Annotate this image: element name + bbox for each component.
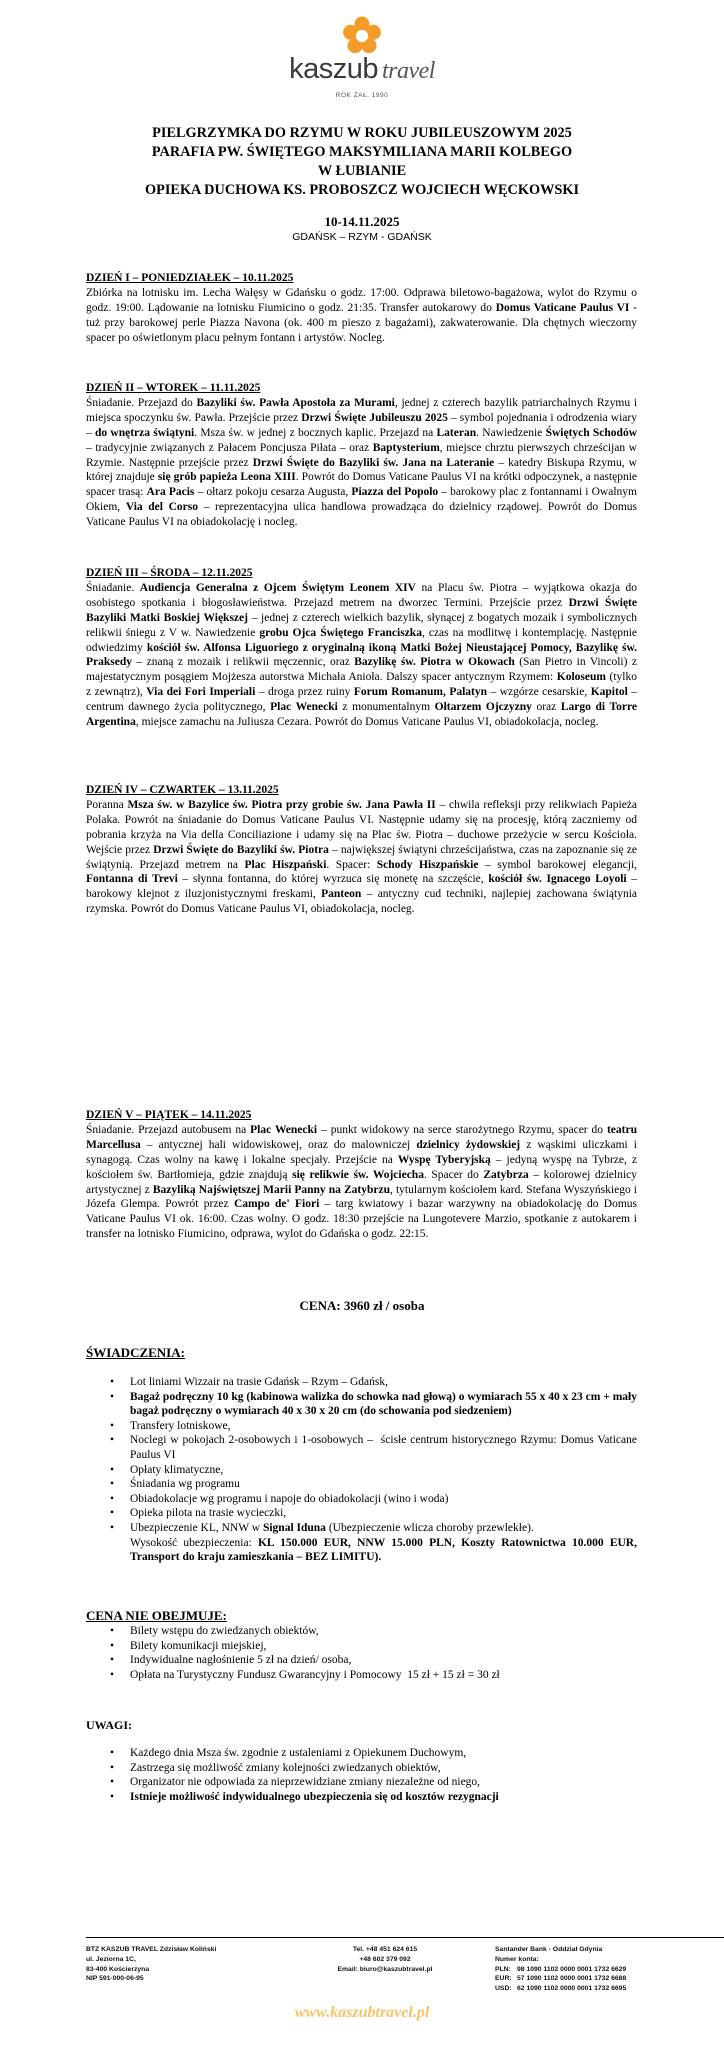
list-item: • Śniadania wg programu: [110, 1477, 637, 1492]
account-number: 62 1090 1102 0000 0001 1732 6695: [517, 1985, 627, 1993]
bank-account-row: [495, 1965, 720, 1975]
day-description: Zbiórka na lotnisku im. Lecha Wałęsy w Gdańsku o godz. 17:00. Odprawa biletowo-bagażowa, wylot do Rzymu o godz. 19:00. Lądowanie na lotnisku Fiumicino o godz. 21:35. Transfer autokarowy do Domus Vaticane Paulus VI - tuż przy barokowej perle Piazza Navona (ok. 400 m pieszo z bagażami), zakwaterowanie. Dla chętnych wieczorny spacer po oświetlonym placu pełnym fontann i artystów. Nocleg.: [86, 286, 637, 344]
list-item: • Istnieje możliwość indywidualnego ubezpieczenia się od kosztów rezygnacji: [110, 1790, 637, 1805]
company-city: 83-400 Kościerzyna: [86, 1965, 150, 1973]
company-nip: NIP 591-000-06-95: [86, 1975, 144, 1983]
day-section: [86, 566, 637, 730]
list-item: • Indywidualne nagłośnienie 5 zł na dzień/ osoba,: [110, 1653, 637, 1668]
bank-account-row: [495, 1984, 720, 1994]
bank-account-row: [495, 1974, 720, 1984]
website-link[interactable]: www.kaszubtravel.pl: [294, 2004, 430, 2021]
list-item: • Bilety komunikacji miejskiej,: [110, 1639, 637, 1654]
day-heading: DZIEŃ I – PONIEDZIAŁEK – 10.11.2025: [86, 272, 294, 284]
footer-contact: [300, 1945, 470, 1974]
logo-travel: travel: [381, 58, 435, 84]
list-item: • Zastrzega się możliwość zmiany kolejności zwiedzanych obiektów,: [110, 1761, 637, 1776]
logo-wordmark: [0, 54, 724, 86]
bank-label: Numer konta:: [495, 1955, 539, 1963]
list-item: • Bagaż podręczny 10 kg (kabinowa walizka do schowka nad głową) o wymiarach 55 x 40 x 23 cm + mały bagaż podręczny o wymiarach 40 x 30 x 20 cm (do schowania pod siedzeniem): [110, 1390, 637, 1419]
title-line: W ŁUBIANIE: [317, 163, 407, 179]
trip-route: GDAŃSK – RZYM - GDAŃSK: [292, 231, 432, 243]
not-included-title: CENA NIE OBEJMUJE:: [86, 1608, 227, 1623]
footer-bank: [495, 1945, 720, 1994]
title-line: OPIEKA DUCHOWA KS. PROBOSZCZ WOJCIECH WĘCKOWSKI: [144, 182, 580, 198]
list-item: • Opłata na Turystyczny Fundusz Gwarancyjny i Pomocowy 15 zł + 15 zł = 30 zł: [110, 1668, 637, 1683]
trip-dates: 10-14.11.2025: [324, 214, 400, 229]
list-item: • Ubezpieczenie KL, NNW w Signal Iduna (Ubezpieczenie wlicza choroby przewlekłe). Wysokość ubezpieczenia: KL 150.000 EUR, NNW 15.000 PLN, Koszty Ratownictwa 10.000 EUR, Transport do kraju zamieszkania – BEZ LIMITU).: [110, 1521, 637, 1565]
account-currency: EUR:: [495, 1975, 512, 1983]
title-line: PARAFIA PW. ŚWIĘTEGO MAKSYMILIANA MARII KOLBEGO: [151, 144, 573, 160]
list-item: • Bilety wstępu do zwiedzanych obiektów,: [110, 1624, 637, 1639]
included-list: [110, 1375, 637, 1565]
company-street: ul. Jeziorna 1C,: [86, 1955, 136, 1963]
list-item: • Opieka pilota na trasie wycieczki,: [110, 1506, 637, 1521]
logo-subtitle: ROK ZAŁ. 1990: [335, 92, 389, 99]
included-title: ŚWIADCZENIA:: [86, 1345, 185, 1360]
logo-brand: kaszub: [289, 53, 378, 85]
footer-company: [86, 1945, 276, 1984]
list-item: • Noclegi w pokojach 2-osobowych i 1-osobowych – ścisłe centrum historycznego Rzymu: Domus Vaticane Paulus VI: [110, 1433, 637, 1462]
list-item: • Każdego dnia Msza św. zgodnie z ustaleniami z Opiekunem Duchowym,: [110, 1746, 637, 1761]
not-included-list: [110, 1624, 637, 1682]
day-heading: DZIEŃ II – WTOREK – 11.11.2025: [86, 382, 261, 394]
day-section: [86, 271, 637, 346]
day-heading: DZIEŃ IV – CZWARTEK – 13.11.2025: [86, 784, 279, 796]
list-item: • Opłaty klimatyczne,: [110, 1463, 637, 1478]
day-heading: DZIEŃ III – ŚRODA – 12.11.2025: [86, 567, 253, 579]
day-description: Poranna Msza św. w Bazylice św. Piotra przy grobie św. Jana Pawła II – chwila refleksji przy relikwiach Papieża Polaka. Powrót na śniadanie do Domus Vaticane Paulus VI. Następnie udamy się na procesję, którą zaczniemy od pobrania krzyża na Via della Conciliazione i udamy się na Plac św. Piotra – duchowe przeżycie w sercu Kościoła. Wejście przez Drzwi Święte do Bazyliki św. Piotra – największej świątyni chrześcijaństwa, czas na zapoznanie się ze świątynią. Przejazd metrem na Plac Hiszpański. Spacer: Schody Hiszpańskie – symbol barokowej elegancji, Fontanna di Trevi – słynna fontanna, do której wyrzuca się monetę na szczęście, kościół św. Ignacego Loyoli – barokowy klejnot z iluzjonistycznymi freskami, Panteon – antyczny cud techniki, najlepiej zachowana świątynia rzymska. Powrót do Domus Vaticane Paulus VI, obiadokolacja, nocleg.: [86, 798, 638, 916]
day-section: [86, 1108, 637, 1242]
account-number: 98 1090 1102 0000 0001 1732 6629: [517, 1965, 627, 1973]
list-item: • Organizator nie odpowiada za nieprzewidziane zmiany niezależne od niego,: [110, 1775, 637, 1790]
flower-logo-icon: [342, 16, 382, 56]
account-number: 57 1090 1102 0000 0001 1732 6688: [517, 1975, 627, 1983]
day-section: [86, 381, 637, 530]
phone-2[interactable]: +48 602 379 092: [359, 1955, 411, 1963]
account-currency: USD:: [495, 1985, 512, 1993]
list-item: • Transfery lotniskowe,: [110, 1419, 637, 1434]
list-item: • Obiadokolacje wg programu i napoje do obiadokolacji (wino i woda): [110, 1492, 637, 1507]
phone-1[interactable]: Tel. +48 451 624 615: [352, 1946, 418, 1953]
title-line: PIELGRZYMKA DO RZYMU W ROKU JUBILEUSZOWYM 2025: [152, 125, 572, 141]
company-logo: [0, 16, 724, 99]
day-heading: DZIEŃ V – PIĄTEK – 14.11.2025: [86, 1109, 252, 1121]
trip-price: CENA: 3960 zł / osoba: [299, 1298, 425, 1313]
notes-list: [110, 1746, 637, 1804]
day-description: Śniadanie. Przejazd do Bazyliki św. Pawła Apostoła za Murami, jednej z czterech bazylik patriarchalnych Rzymu i miejsca spoczynku św. Pawła. Przejście przez Drzwi Święte Jubileuszu 2025 – symbol pojednania i odrodzenia wiary – do wnętrza świątyni. Msza św. w jednej z bocznych kaplic. Przejazd na Lateran. Nawiedzenie Świętych Schodów – tradycyjnie związanych z Pałacem Poncjusza Piłata – oraz Baptysterium, miejsce chrztu pierwszych chrześcijan w Rzymie. Następnie przejście przez Drzwi Święte do Bazyliki św. Jana na Lateranie – katedry Biskupa Rzymu, w której znajduje się grób papieża Leona XIII. Powrót do Domus Vaticane Paulus VI na krótki odpoczynek, a następnie spacer trasą: Ara Pacis – ołtarz pokoju cesarza Augusta, Piazza del Popolo – barokowy plac z fontannami i Owalnym Okiem, Via del Corso – reprezentacyjna ulica handlowa prowadząca do dzielnicy rządowej. Powrót do Domus Vaticane Paulus VI na obiadokolację i nocleg.: [86, 396, 638, 529]
account-currency: PLN:: [495, 1965, 511, 1973]
list-item: • Lot liniami Wizzair na trasie Gdańsk – Rzym – Gdańsk,: [110, 1375, 637, 1390]
notes-title: UWAGI:: [86, 1718, 133, 1732]
footer-divider: [86, 1937, 724, 1938]
email-link[interactable]: Email: biuro@kaszubtravel.pl: [337, 1965, 433, 1973]
document-title: [0, 124, 724, 200]
bank-name: Santander Bank - Oddział Gdynia: [495, 1946, 603, 1953]
company-name: BTZ KASZUB TRAVEL Zdzisław Koliński: [86, 1946, 217, 1953]
day-description: Śniadanie. Audiencja Generalna z Ojcem Świętym Leonem XIV na Placu św. Piotra – wyjątkowa okazja do osobistego spotkania i błogosławieństwa. Przejazd metrem na dworzec Termini. Przejście przez Drzwi Święte Bazyliki Matki Boskiej Większej – jednej z czterech wielkich bazylik, słynącej z bogatych mozaik i symbolicznych relikwii śniegu z V w. Nawiedzenie grobu Ojca Świętego Franciszka, czas na modlitwę i kontemplację. Następnie odwiedzimy kościół św. Alfonsa Liguoriego z oryginalną ikoną Matki Bożej Nieustającej Pomocy, Bazylikę św. Praksedy – znaną z mozaik i relikwii męczennic, oraz Bazylikę św. Piotra w Okowach (San Pietro in Vincoli) z majestatycznym posągiem Mojżesza autorstwa Michała Anioła. Dalszy spacer antycznym Rzymem: Koloseum (tylko z zewnątrz), Via dei Fori Imperiali – droga przez ruiny Forum Romanum, Palatyn – wzgórze cesarskie, Kapitol – centrum dawnego życia politycznego, Plac Wenecki z monumentalnym Ołtarzem Ojczyzny oraz Largo di Torre Argentina, miejsce zamachu na Juliusza Cezara. Powrót do Domus Vaticane Paulus VI, obiadokolacja, nocleg.: [86, 581, 638, 729]
day-description: Śniadanie. Przejazd autobusem na Plac Wenecki – punkt widokowy na serce starożytnego Rzymu, spacer do teatru Marcellusa – antycznej hali widowiskowej, oraz do malowniczej dzielnicy żydowskiej z wąskimi uliczkami i synagogą. Czas wolny na kawę i lokalne specjały. Przejście na Wyspę Tyberyjską – jedyną wyspę na Tybrze, z kościołem św. Bartłomieja, gdzie znajdują się relikwie św. Wojciecha. Spacer do Zatybrza – kolorowej dzielnicy artystycznej z Bazyliką Najświętszej Marii Panny na Zatybrzu, tytularnym kościołem kard. Stefana Wyszyńskiego i Józefa Glempa. Powrót przez Campo de' Fiori – targ kwiatowy i bazar warzywny na obiadokolację do Domus Vaticane Paulus VI ok. 16:00. Czas wolny. O godz. 18:30 przejście na Lungotevere Marzio, spotkanie z autokarem i transfer na lotnisko Fiumicino, odprawa, wylot do Gdańska o godz. 22:15.: [86, 1123, 638, 1241]
day-section: [86, 783, 637, 917]
